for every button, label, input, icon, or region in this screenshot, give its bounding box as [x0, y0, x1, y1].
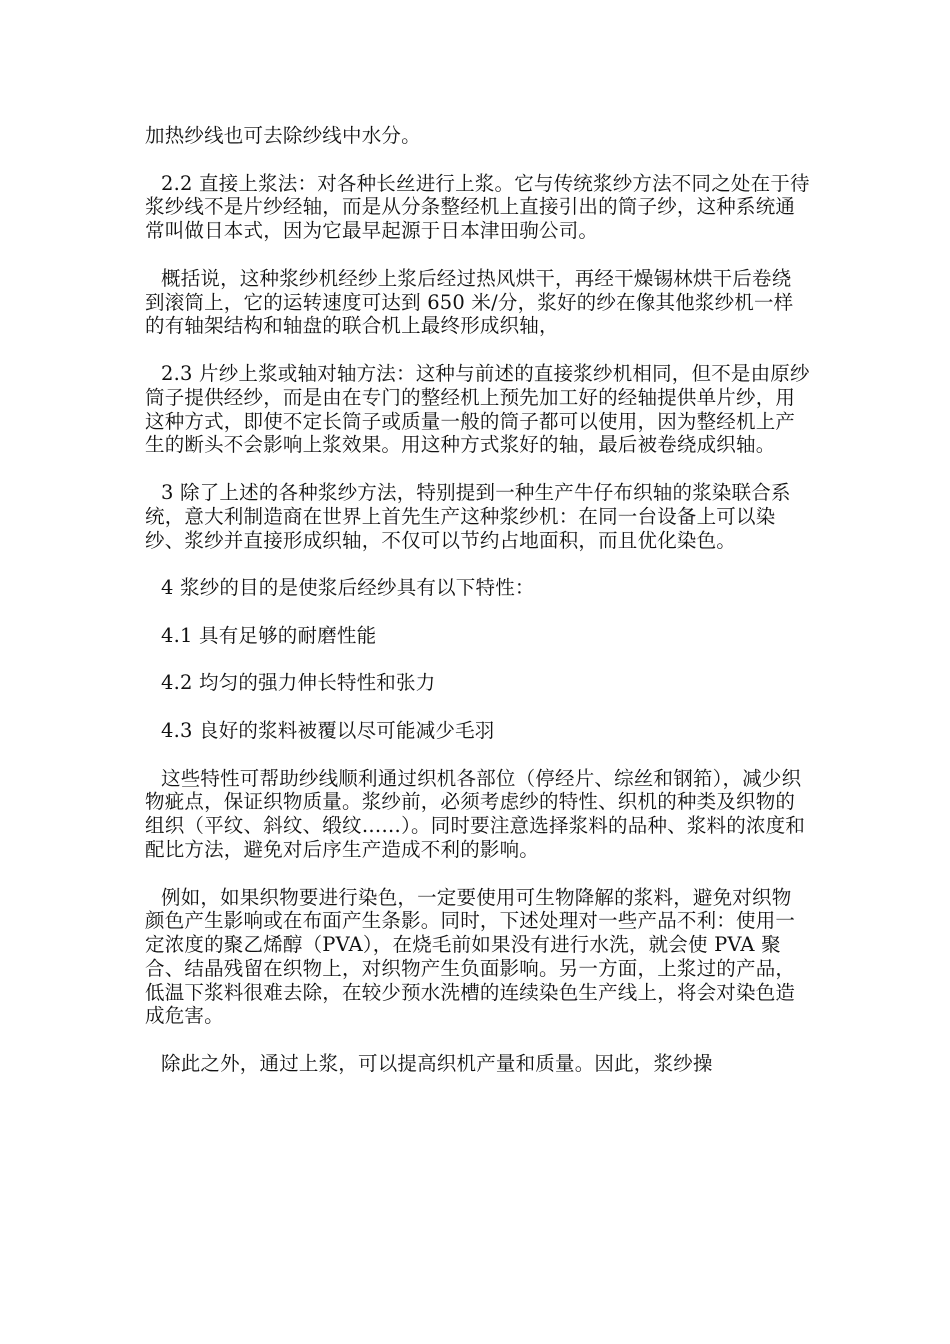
paragraph-denim-system: 3 除了上述的各种浆纱方法，特别提到一种生产牛仔布织轴的浆染联合系统，意大利制造商在世界上首先生产这种浆纱机：在同一台设备上可以染纱、浆纱并直接形成织轴，不仅可以节约占地面积，而且优化染色。	[145, 480, 791, 552]
document-page	[145, 124, 810, 1100]
paragraph-properties: 这些特性可帮助纱线顺利通过织机各部位（停经片、综丝和钢筘），减少织物疵点，保证织物质量。浆纱前，必须考虑纱的特性、织机的种类及织物的组织（平纹、斜纹、缎纹……）。同时要注意选择浆料的品种、浆料的浓度和配比方法，避免对后序生产造成不利的影响。	[145, 766, 806, 861]
list-item-tension: 4.2 均匀的强力伸长特性和张力	[161, 671, 436, 695]
paragraph-summary: 概括说，这种浆纱机经纱上浆后经过热风烘干，再经干燥锡林烘干后卷绕到滚筒上，它的运转速度可达到 650 米/分，浆好的纱在像其他浆纱机一样的有轴架结构和轴盘的联合机上最终形成织轴，	[145, 266, 794, 338]
list-item-abrasion: 4.1 具有足够的耐磨性能	[161, 623, 377, 647]
list-item-hairiness: 4.3 良好的浆料被覆以尽可能减少毛羽	[161, 718, 495, 742]
paragraph-sizing-purpose: 4 浆纱的目的是使浆后经纱具有以下特性：	[161, 576, 535, 600]
paragraph-conclusion: 除此之外，通过上浆，可以提高织机产量和质量。因此，浆纱操	[161, 1052, 713, 1076]
paragraph-beam-to-beam: 2.3 片纱上浆或轴对轴方法：这种与前述的直接浆纱机相同，但不是由原纱筒子提供经纱，而是由在专门的整经机上预先加工好的经轴提供单片纱，用这种方式，即使不定长筒子或质量一般的筒子都可以使用，因为整经机上产生的断头不会影响上浆效果。用这种方式浆好的轴，最后被卷绕成织轴。	[145, 361, 810, 457]
paragraph-continuation: 加热纱线也可去除纱线中水分。	[145, 124, 421, 147]
paragraph-example: 例如，如果织物要进行染色，一定要使用可生物降解的浆料，避免对织物颜色产生影响或在布面产生条影。同时，下述处理对一些产品不利：使用一定浓度的聚乙烯醇（PVA），在烧毛前如果没有进行水洗，就会使 PVA 聚合、结晶残留在织物上，对织物产生负面影响。另一方面，上浆过的产品，低温下浆料很难去除，在较少预水洗槽的连续染色生产线上，将会对染色造成危害。	[145, 885, 796, 1028]
paragraph-direct-sizing: 2.2 直接上浆法：对各种长丝进行上浆。它与传统浆纱方法不同之处在于待浆纱线不是片纱经轴，而是从分条整经机上直接引出的筒子纱，这种系统通常叫做日本式，因为它最早起源于日本津田驹公司。	[145, 171, 810, 243]
